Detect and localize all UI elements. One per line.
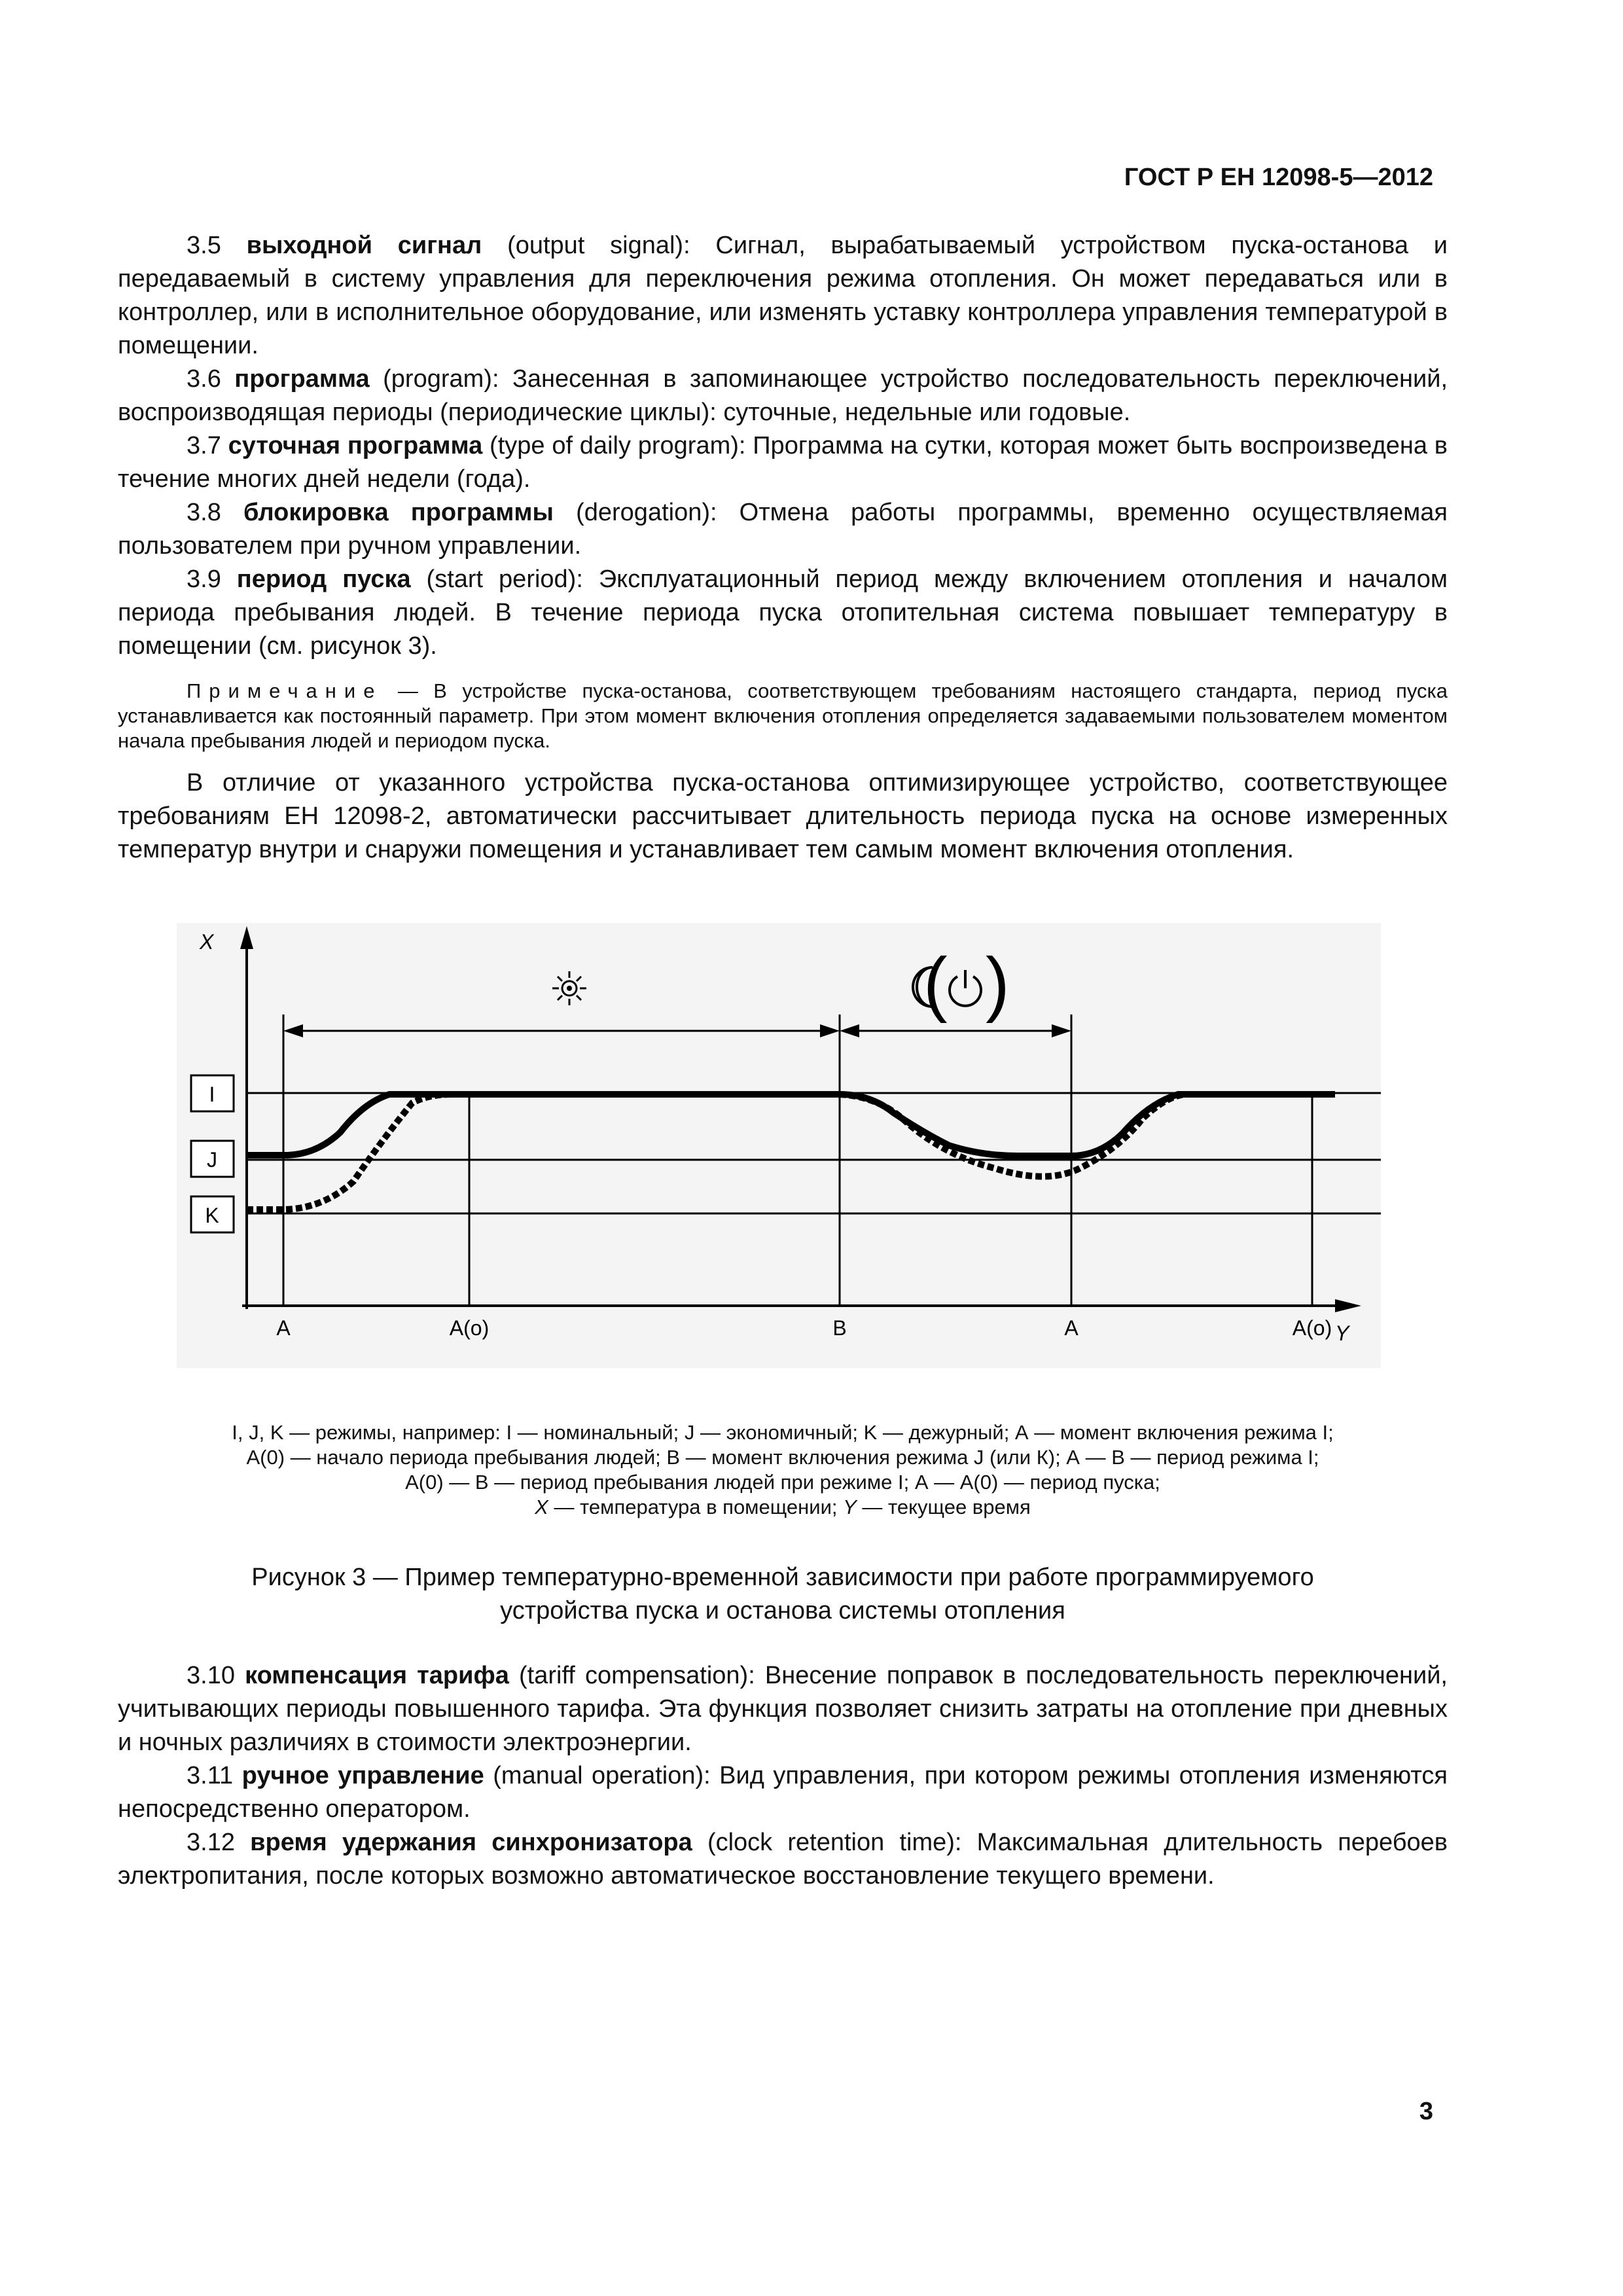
definition-3-7: 3.7 суточная программа (type of daily program): Программа на сутки, которая может быть воспроизведена в течение многих дней недели (года). <box>118 432 1448 493</box>
term: компенсация тарифа <box>245 1662 509 1689</box>
term: суточная программа <box>228 432 483 459</box>
standard-header: ГОСТ Р ЕН 12098-5—2012 <box>1124 164 1433 191</box>
note-label: Примечание <box>187 679 383 702</box>
definition-3-6: 3.6 программа (program): Занесенная в запоминающее устройство последовательность переключений, воспроизводящая периоды (периодические циклы): суточные, недельные или годовые. <box>118 365 1448 426</box>
term: время удержания синхронизатора <box>250 1829 692 1856</box>
bracket-left-icon: ( <box>923 943 948 1024</box>
legend-line: А(0) — В — период пребывания людей при режиме I; А — А(0) — период пуска; <box>405 1471 1160 1494</box>
term: ручное управление <box>241 1762 484 1789</box>
level-label-k: K <box>205 1204 219 1227</box>
level-label-i: I <box>209 1083 215 1106</box>
definition-3-11: 3.11 ручное управление (manual operation): Вид управления, при котором режимы отопления изменяются непосредственно оператором. <box>118 1762 1448 1823</box>
paragraph-optimizer: В отличие от указанного устройства пуска-останова оптимизирующее устройство, соответствующее требованиям ЕН 12098-2, автоматически рассчитывает длительность периода пуска на основе измеренных температур внутри и снаружи помещения и устанавливает тем самым момент включения отопления. <box>118 769 1448 863</box>
bracket-right-icon: ) <box>986 943 1010 1024</box>
note-text: — В устройстве пуска-останова, соответствующем требованиям настоящего стандарта, период пуска устанавливается как постоянный параметр. При этом момент включения отопления определяется задаваемыми пользователем моментом начала пребывания людей и периодом пуска. <box>118 679 1448 752</box>
legend-line: I, J, K — режимы, например: I — номинальный; J — экономичный; K — дежурный; А — момент включения режима I; <box>232 1421 1334 1444</box>
term: блокировка программы <box>243 499 554 526</box>
definitions-bottom <box>118 1659 1448 1893</box>
definition-3-12: 3.12 время удержания синхронизатора (clock retention time): Максимальная длительность перебоев электропитания, после которых возможно автоматическое восстановление текущего времени. <box>118 1829 1448 1890</box>
time-label-a0: A(o) <box>449 1316 490 1340</box>
x-axis-label: X <box>200 930 214 954</box>
term: программа <box>234 365 370 393</box>
time-label-b: B <box>832 1316 847 1340</box>
term: выходной сигнал <box>246 232 482 259</box>
y-axis-label: Y <box>1335 1321 1349 1345</box>
level-label-j: J <box>207 1148 217 1172</box>
term: период пуска <box>236 565 411 593</box>
definition-3-9: 3.9 период пуска (start period): Эксплуатационный период между включением отопления и началом периода пребывания людей. В течение периода пуска отопительная система повышает температуру в помещении (см. рисунок 3). <box>118 565 1448 660</box>
time-label-a-second: A <box>1064 1316 1079 1340</box>
figure-legend <box>118 1420 1448 1520</box>
figure-caption: Рисунок 3 — Пример температурно-временной зависимости при работе программируемого устройства пуска и останова системы отопления <box>251 1564 1314 1624</box>
time-label-a: A <box>276 1316 291 1340</box>
legend-line: А(0) — начало периода пребывания людей; В — момент включения режима J (или К); А — В — период режима I; <box>246 1446 1319 1469</box>
legend-line: X — температура в помещении; Y — текущее время <box>535 1496 1031 1518</box>
time-label-a0-second: A(o) <box>1292 1316 1332 1340</box>
page-number: 3 <box>1419 2098 1433 2125</box>
definition-3-5: 3.5 выходной сигнал (output signal): Сигнал, вырабатываемый устройством пуска-останова и передаваемый в систему управления для переключения режима отопления. Он может передаваться или в контроллер, или в исполнительное оборудование, или изменять уставку контроллера управления температурой в помещении. <box>118 232 1448 359</box>
definition-3-8: 3.8 блокировка программы (derogation): Отмена работы программы, временно осуществляемая пользователем при ручном управлении. <box>118 499 1448 560</box>
definitions-top <box>118 229 1448 867</box>
definition-3-10: 3.10 компенсация тарифа (tariff compensation): Внесение поправок в последовательность переключений, учитывающих периоды повышенного тарифа. Эта функция позволяет снизить затраты на отопление при дневных и ночных различиях в стоимости электроэнергии. <box>118 1662 1448 1756</box>
figure-3-diagram <box>177 923 1381 1368</box>
note <box>118 679 1448 753</box>
